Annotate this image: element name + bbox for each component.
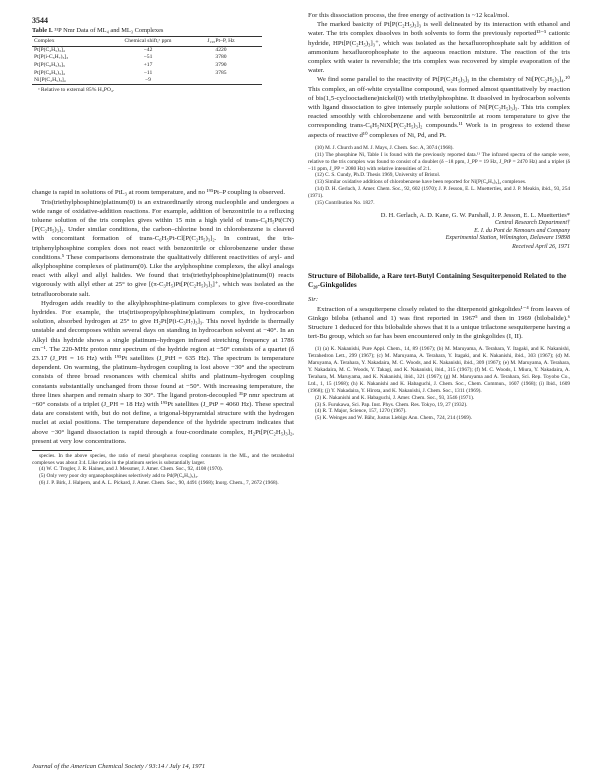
affiliation-line: E. I. du Pont de Nemours and Company	[474, 227, 570, 234]
table-row	[32, 77, 262, 85]
paragraph: change is rapid in solutions of PtL₃ at room temperature, and no ¹⁹⁵Pt–P coupling is observed.	[32, 189, 286, 197]
left-footnotes	[32, 453, 294, 487]
table-cell	[180, 77, 262, 85]
table-cell: Ni[P(C₂H₅)₃]₄	[34, 77, 66, 84]
left-body	[32, 188, 294, 446]
author-list: D. H. Gerlach, A. D. Kane, G. W. Parshall, J. P. Jesson, E. L. Muetterties*	[380, 212, 570, 219]
footnote: (4) W. C. Trogler, J. R. Haines, and J. Messmer, J. Amer. Chem. Soc., 92, 4108 (1970).	[39, 466, 223, 473]
footnote: (5) Only very poor dry organophosphines selectively add to Pd(P(C₆H₅)₃)₃.	[39, 473, 199, 480]
table-footnote: ᵃ Relative to external 85% H₃PO₄.	[38, 87, 115, 94]
right-footnotes	[308, 145, 570, 207]
table-cell: 3790	[215, 62, 227, 69]
right-column	[308, 11, 570, 422]
col-header-complex: Complex	[34, 38, 55, 44]
left-column	[32, 27, 294, 487]
col-header-shift: Chemical shift,ᵃ ppm	[124, 38, 172, 44]
table-cell: 3780	[215, 54, 227, 61]
footnote: (10) M. J. Church and M. J. Mays, J. Chem. Soc. A, 3074 (1968).	[315, 144, 454, 151]
table-cell: 4220	[215, 46, 227, 53]
col-header-coupling: J₁₉₅Pt–P, Hz	[207, 38, 235, 44]
right-body	[308, 11, 570, 140]
footnote: (13) Similar oxidative additions of chlorobenzene have been reported for Ni[P(C₆H₅)₃]₄ complexes.	[315, 179, 527, 186]
reference: (4) R. T. Major, Science, 157, 1270 (1967).	[315, 408, 407, 415]
table-cell: Pt[P(C₆H₅)₃]₄	[34, 69, 65, 76]
table-row	[32, 69, 262, 77]
footnote: (15) Contribution No. 1827.	[315, 200, 375, 207]
footnote: (11) The phosphine Ni, Table I is found with the previously reported data.¹¹ The infrared spectra of the sample were, relative to the tris complex was found to consist of a doublet (δ −18 ppm, J_PP = 19 Hz, J_PtP = 2470 Hz) and a triplet (δ −11 ppm, J_PP = 2080 Hz) with relative intensities of 2:1.	[308, 151, 570, 172]
table-cell: −11	[143, 69, 153, 76]
table-cell: Pt[P(C₂H₅)₃]₄	[34, 46, 65, 53]
article-title: Structure of Bilobalide, a Rare tert-Butyl Containing Sesquiterpenoid Related to the C₂₀-Ginkgolides	[308, 271, 567, 289]
paragraph: Extraction of a sesquiterpene closely related to the diterpenoid ginkgolides¹⁻⁴ from leaves of Ginkgo biloba (ethanol and 1) was first reported in 1967⁵ and then in 1969 (bilobalide).⁶ Structure 1 deduced for this bilobalide shows that it is a unique trilactone sesquiterpene having a tert-Bu group, which so far has been encountered only in the ginkgolides (I, II).	[308, 305, 570, 341]
paragraph: Tris(triethylphosphine)platinum(0) is an extraordinarily strong nucleophile and undergoes a wide range of oxidative-addition reactions. For example, addition of benzonitrile to a refluxing toluene solution of the tris complex gives within 15 min a high yield of trans-C₆H₅Pt(CN)[P(C₂H₅)₃]₂. Under similar conditions, the carbon–chlorine bond in chlorobenzene is cleaved with concomitant formation of trans-C₆H₅Pt-Cl[P(C₂H₅)₃]₂. In contrast, the tris-triphenylphosphine complex does not react with benzonitrile or chlorobenzene under these conditions.⁵ These comparisons demonstrate the qualitatively different reactivities of aryl- and alkylphosphine complexes of platinum(0). Like the arylphosphine complexes, the alkyl analogs react with alkyl and allyl halides. We found that tris(triethylphosphine)platinum(0) reacts vigorously with allyl ether at 25° to give [(π-C₃H₅)Pt[P(C₂H₅)₃]₃]⁺, which was isolated as the tetrafluoroborate salt.	[32, 198, 294, 298]
table-cell: +17	[143, 62, 153, 69]
reference: (5) K. Weinges and W. Bähr, Justus Liebigs Ann. Chem., 724, 214 (1969).	[315, 415, 472, 422]
reference: (2) K. Nakanishi and K. Habaguchi, J. Amer. Chem. Soc., 93, 3546 (1971).	[315, 394, 475, 401]
footnote-rule	[32, 450, 92, 451]
journal-footer: Journal of the American Chemical Society / 93:14 / July 14, 1971	[32, 763, 206, 770]
article-body	[308, 305, 570, 342]
paragraph: For this dissociation process, the free energy of activation is ~12 kcal/mol.	[308, 12, 510, 19]
table-header-row	[32, 37, 262, 47]
footnote: (6) J. P. Birk, J. Halpern, and A. L. Pickard, J. Amer. Chem. Soc., 90, 4491 (1968); Inorg. Chem., 7, 2672 (1968).	[39, 479, 279, 486]
reference: (3) S. Furukawa, Sci. Pap. Inst. Phys. Chem. Res. Tokyo, 19, 27 (1932).	[315, 401, 468, 408]
affiliation-line: Experimental Station, Wilmington, Delaware 19898	[445, 235, 570, 241]
footnote: (14) D. H. Gerlach, J. Amer. Chem. Soc., 92, 602 (1970); J. P. Jesson, E. L. Muetterties, and J. P. Meakin, ibid., 93, 254 (1971).	[308, 186, 570, 200]
reference: (1) (a) K. Nakanishi, Pure Appl. Chem., 14, 89 (1967); (b) M. Maruyama, A. Terahara, Y. Itagaki, and K. Nakanishi, Tetrahedron Lett., 299 (1967); (c) M. Maruyama, A. Terahara, Y. Itagaki, and K. Nakanishi, ibid., 303 (1967); (d) M. Maruyama, A. Terahara, Y. Nakadaira, M. C. Woods, and K. Nakanishi, ibid., 309 (1967); (e) M. Maruyama, A. Terahara, Y. Nakadaira, M. C. Woods, Y. Takagi, and K. Nakanishi, ibid., 315 (1967); (f) M. C. Woods, I. Miura, Y. Nakadaira, A. Terahara, M. Maruyama, and K. Nakanishi, ibid., 321 (1967); (g) M. Maruyama and A. Terahara, Sci. Rep. Toyobo Co., Ltd., 1, 15 (1968); (h) K. Nakanishi and K. Habaguchi, J. Chem. Soc., Chem. Commun., 1607 (1968); (i) Ibid., 1609 (1968); (j) Y. Nakadaira, Y. Hirota, and K. Nakanishi, J. Chem. Soc., 1311 (1969).	[308, 346, 570, 394]
table-cell: Pt[P(i-C₃H₇)₃]₃	[34, 54, 69, 61]
footnote: species. In the above species, the ratio of metal phosphorus coupling constants in the ML₃ and the tetrahedral complexes was about 3:4. Like ratios in the platinum series is substantially larger.	[32, 453, 294, 466]
table-cell: −9	[145, 77, 151, 84]
table-title: ³¹P Nmr Data of ML₄ and ML₃ Complexes	[54, 27, 164, 34]
table-cell: −42	[143, 46, 153, 53]
paragraph: The marked basicity of Pt[P(C₂H₅)₃]₃ is well delineated by its interaction with ethanol and water. The tris complex dissolves in both solvents to form the previously reported¹³⁻⁵ cationic hydride, HPt[P(C₂H₅)₃]₃⁺, which was isolated as the hexafluorophosphate salt by addition of ammonium hexafluorophosphate to the aqueous reaction mixture. The reaction of the tris complex with water is reversible; the tris complex was recovered by simple evaporation of the water.	[308, 21, 570, 75]
column-gap	[32, 93, 294, 188]
table-cell: Pt[P(C₆H₅)₃]₃	[34, 62, 65, 69]
table-cell: 3785	[215, 69, 227, 76]
table-row	[32, 54, 262, 62]
article-references	[308, 346, 570, 422]
footnote: (12) C. S. Cundy, Ph.D. Thesis 1969, University of Bristol.	[315, 172, 441, 179]
table-label: Table I.	[32, 27, 53, 34]
page-number: 3544	[32, 16, 48, 25]
received-date: Received April 26, 1971	[512, 243, 570, 250]
paragraph: Hydrogen adds readily to the alkylphosphine-platinum complexes to give five-coordinate hydrides. For example, the tris(triisopropylphosphine)platinum complex, in hydrocarbon solution, absorbed hydrogen at 25° to give H₂Pt[P(i-C₃H₇)₃]₃. This novel hydride is thermally unstable and decomposes within several days on standing in hydrocarbon solvent at −40°. In an Alkyl this hydride shows a single platinum–hydrogen infrared stretching frequency at 1786 cm⁻¹. The 220-MHz proton nmr spectrum of the hydride region at −50° consists of a quartet (δ 23.17 (J_PH = 16 Hz) with ¹⁹⁵Pt satellites (J_PtH = 635 Hz). The spectrum is temperature dependent. On warming, the platinum–hydrogen coupling is lost above −30° and the spectrum consists of three broad resonances with chemical shifts and platinum–hydrogen coupling constants substantially unchanged from those found at −50°. With increasing temperature, the three lines sharpen and remain sharp to 30°. The ligand proton-decoupled ³¹P nmr spectrum at −60° consists of a triplet (J_PH = 18 Hz) with ¹⁹⁵Pt satellites (J_PtP = 4060 Hz). These spectral data are consistent with, but do not define, a trigonal-bipyramidal structure with the hydrogen nuclei at axial positions. The temperature dependence of the hydride spectrum indicates that above −30° ligand dissociation is rapid through a four-coordinate complex, H₂Pt[P(C₂H₅)₃]₂, present at very low concentrations.	[32, 299, 294, 445]
table-cell: −51	[143, 54, 153, 61]
table-caption	[32, 27, 294, 34]
salutation: Sir:	[308, 295, 319, 303]
table-row	[32, 46, 262, 54]
table-row	[32, 62, 262, 70]
nmr-table	[32, 36, 262, 85]
paragraph: We find some parallel to the reactivity of Pt[P(C₂H₅)₃]₃ in the chemistry of Ni[P(C₂H₅)₃]₄.¹⁰ This complex, an off-white crystalline compound, was formed almost quantitatively by reaction of bis(1,5-cyclooctadiene)nickel(0) with triethylphosphine. It dissolved in hydrocarbon solvents with ligand dissociation to give intensely purple solutions of Ni[P(C₂H₅)₃]₃. This tris complex reacted smoothly with chlorobenzene and with benzonitrile at room temperature to give the corresponding trans-C₆H₅NiX[P(C₂H₅)₃]₂ compounds.¹¹ Work is in progress to extend these aspects of reactive d¹⁰ complexes of Ni, Pd, and Pt.	[308, 76, 570, 139]
affiliation-line: Central Research Department†	[494, 220, 570, 226]
